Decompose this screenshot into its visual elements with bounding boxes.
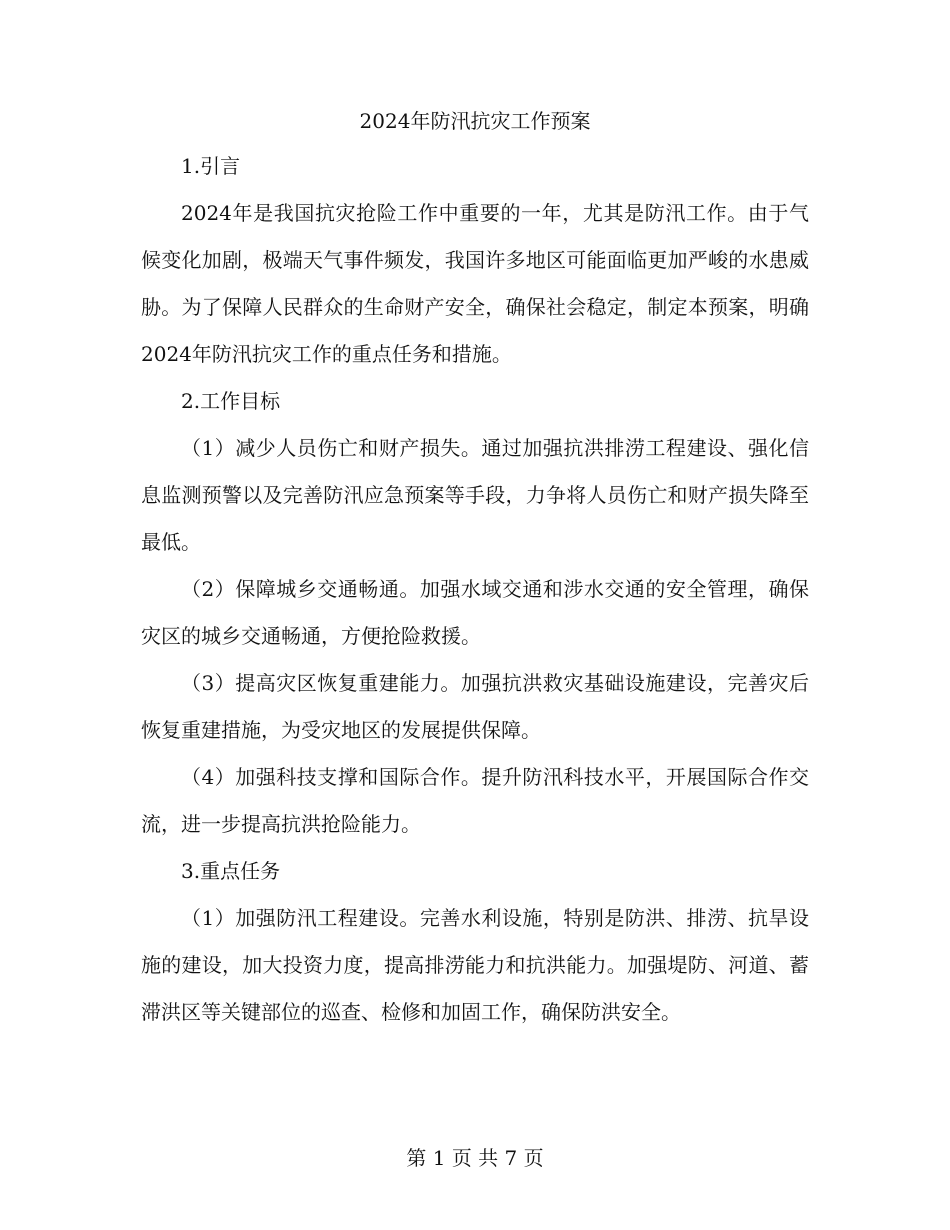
section-paragraph: （1）加强防汛工程建设。完善水利设施，特别是防洪、排涝、抗旱设施的建设，加大投资力度，提高排涝能力和抗洪能力。加强堤防、河道、蓄滞洪区等关键部位的巡查、检修和加固工作，确保防洪安全。 [141,906,809,1024]
document-title: 2024年防汛抗灾工作预案 [359,109,591,133]
section-paragraph: 2024年是我国抗灾抢险工作中重要的一年，尤其是防汛工作。由于气候变化加剧，极端天气事件频发，我国许多地区可能面临更加严峻的水患威胁。为了保障人民群众的生命财产安全，确保社会稳定，制定本预案，明确2024年防汛抗灾工作的重点任务和措施。 [141,201,809,366]
page-number-footer: 第 1 页 共 7 页 [406,1146,544,1170]
section-heading: 2.工作目标 [181,389,281,413]
section-key-tasks [141,848,809,1036]
section-paragraph: （2）保障城乡交通畅通。加强水域交通和涉水交通的安全管理，确保灾区的城乡交通畅通，方便抢险救援。 [141,577,809,648]
section-paragraph: （4）加强科技支撑和国际合作。提升防汛科技水平，开展国际合作交流，进一步提高抗洪抢险能力。 [141,765,809,836]
section-introduction [141,143,809,378]
section-heading: 3.重点任务 [181,859,281,883]
section-paragraph: （3）提高灾区恢复重建能力。加强抗洪救灾基础设施建设，完善灾后恢复重建措施，为受灾地区的发展提供保障。 [141,671,809,742]
document-body [141,103,809,1036]
section-paragraph: （1）减少人员伤亡和财产损失。通过加强抗洪排涝工程建设、强化信息监测预警以及完善防汛应急预案等手段，力争将人员伤亡和财产损失降至最低。 [141,436,809,554]
section-goals [141,378,809,848]
section-heading: 1.引言 [181,154,241,178]
